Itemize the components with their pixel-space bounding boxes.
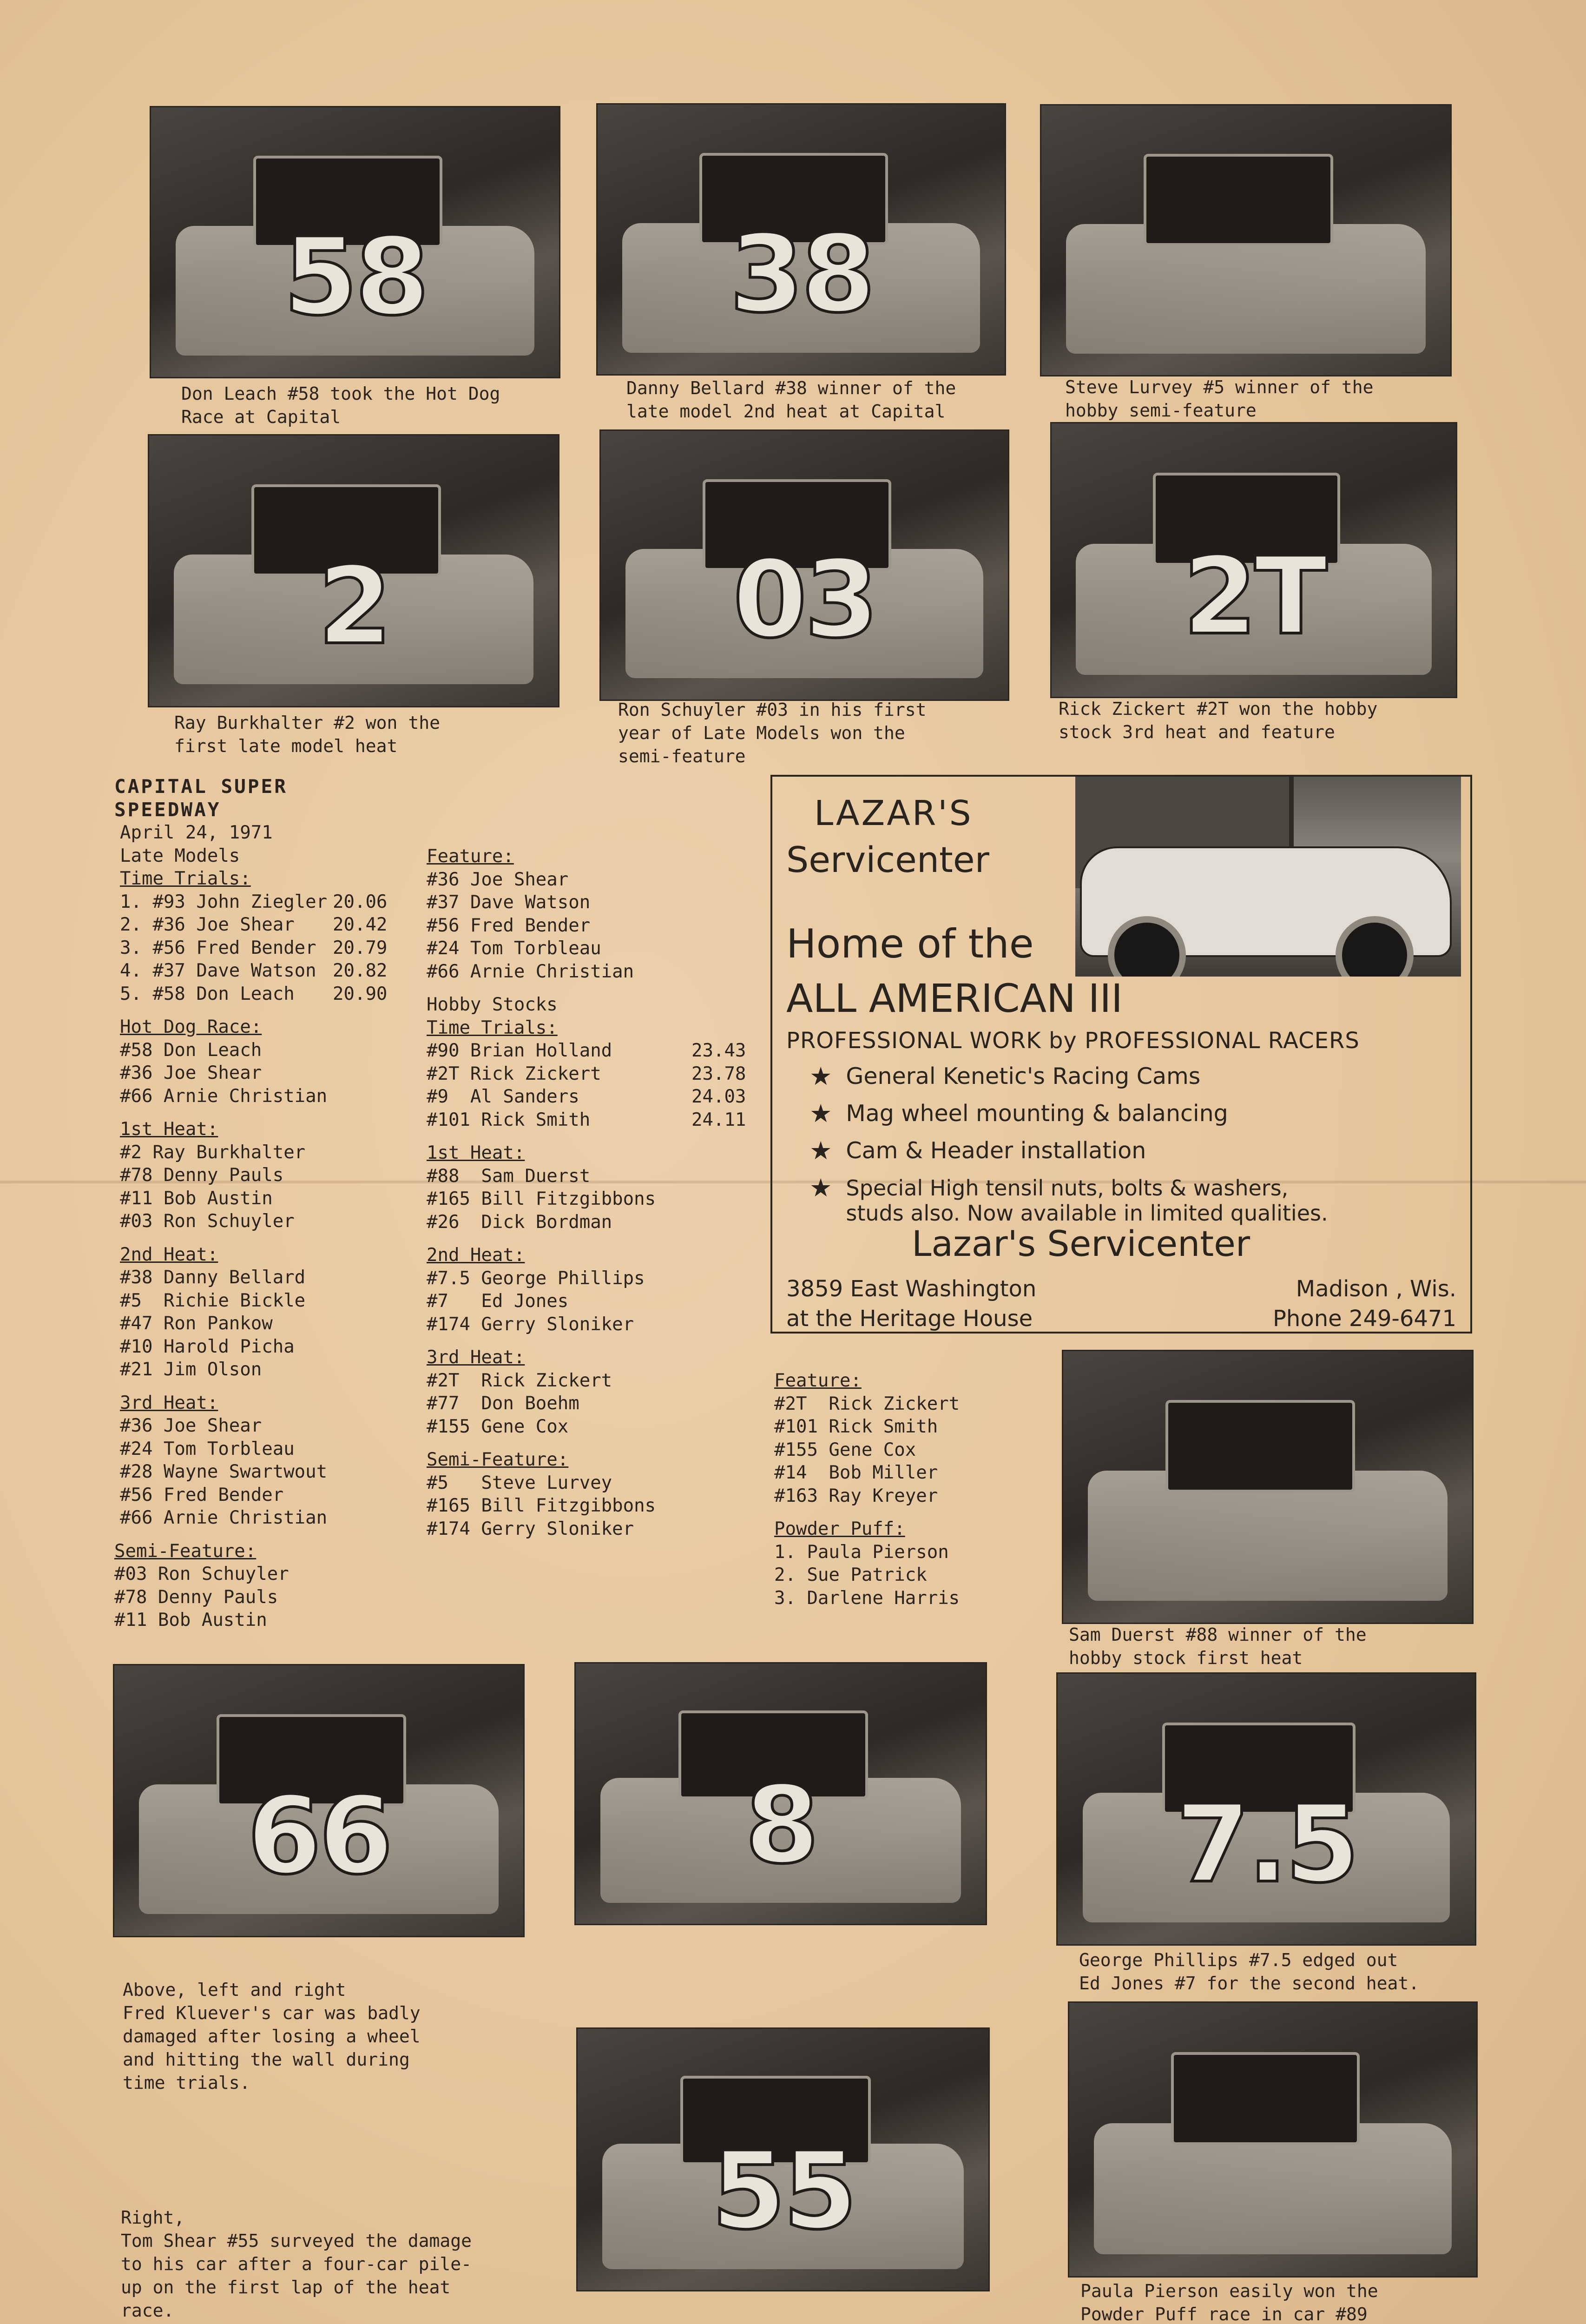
car-number: 8 (744, 1763, 817, 1888)
ad-car-name: ALL AMERICAN III (786, 976, 1123, 1021)
photo-george-phillips (1056, 1672, 1476, 1946)
list-item: #28 Wayne Swartwout (120, 1461, 328, 1482)
ad-address: 3859 East Washington at the Heritage House (786, 1276, 1037, 1332)
car-window (1171, 2052, 1360, 2145)
car-number: 58 (283, 215, 427, 339)
photo-sam-duerst (1062, 1350, 1474, 1624)
results-date: April 24, 1971 (120, 822, 273, 843)
ad-name-line2: Servicenter (786, 839, 989, 880)
car-window (1144, 154, 1333, 246)
car-window (1165, 1400, 1355, 1492)
caption-rick-zickert: Rick Zickert #2T won the hobby stock 3rd heat and feature (1059, 699, 1378, 742)
list-item: #24 Tom Torbleau (427, 938, 601, 959)
car-number: 55 (711, 2129, 855, 2254)
list-item: #66 Arnie Christian (120, 1085, 328, 1107)
heat1-heading: 1st Heat: (120, 1119, 218, 1140)
ad-home: Home of the (786, 921, 1034, 967)
list-item: 3. Darlene Harris (774, 1587, 960, 1609)
photo-steve-lurvey (1040, 104, 1452, 376)
car-number: 2T (1183, 534, 1325, 659)
photo-ford-wreck (574, 1662, 987, 1925)
list-item: #155 Gene Cox (427, 1416, 569, 1437)
ad-service-item: ★ Cam & Header installation (809, 1136, 1146, 1165)
ad-city-phone: Madison , Wis. Phone 249-6471 (1272, 1276, 1456, 1332)
hobby-time-trials-heading: Time Trials: (427, 1017, 558, 1038)
time-trial-row: 4. #37 Dave Watson 20.82 (120, 960, 388, 981)
results-hobby-feature (774, 1369, 1034, 1610)
list-item: #174 Gerry Sloniker (427, 1518, 634, 1539)
time-trial-row: #9 Al Sanders 24.03 (427, 1086, 746, 1107)
list-item: #2 Ray Burkhalter (120, 1142, 306, 1163)
list-item: #03 Ron Schuyler (114, 1564, 289, 1585)
time-trial-row: #2T Rick Zickert 23.78 (427, 1063, 746, 1084)
star-icon: ★ (809, 1173, 832, 1202)
time-trial-row: #90 Brian Holland 23.43 (427, 1040, 746, 1061)
car-number: 03 (732, 538, 876, 662)
hobby-heat1-heading: 1st Heat: (427, 1142, 525, 1163)
ad-name-footer: Lazar's Servicenter (912, 1223, 1250, 1264)
hobby-heat2-heading: 2nd Heat: (427, 1245, 525, 1266)
hobby-semi-heading: Semi-Feature: (427, 1449, 569, 1470)
car-number: 7.5 (1176, 1782, 1357, 1907)
car-number: 66 (247, 1774, 391, 1898)
hobby-class: Hobby Stocks (427, 994, 558, 1015)
semi-heading: Semi-Feature: (114, 1540, 257, 1562)
photo-rick-zickert (1050, 422, 1457, 698)
caption-george-phillips: George Phillips #7.5 edged out Ed Jones #7 for the second heat. (1079, 1950, 1420, 1994)
car-number: 2 (317, 544, 390, 668)
caption-steve-lurvey: Steve Lurvey #5 winner of the hobby semi-feature (1065, 377, 1374, 421)
time-trials-heading: Time Trials: (120, 868, 251, 889)
list-item: #11 Bob Austin (120, 1188, 273, 1209)
heat2-heading: 2nd Heat: (120, 1244, 218, 1265)
hot-dog-heading: Hot Dog Race: (120, 1017, 262, 1037)
ad-car-photo (1075, 777, 1461, 977)
list-item: #58 Don Leach (120, 1039, 262, 1061)
list-item: #11 Bob Austin (114, 1610, 267, 1631)
star-icon: ★ (809, 1099, 832, 1128)
powder-puff-heading: Powder Puff: (774, 1519, 905, 1539)
list-item: #03 Ron Schuyler (120, 1211, 295, 1232)
photo-ron-schuyler (599, 429, 1009, 701)
list-item: #174 Gerry Sloniker (427, 1314, 634, 1335)
time-trial-row: 2. #36 Joe Shear 20.42 (120, 914, 388, 935)
list-item: #38 Danny Bellard (120, 1267, 306, 1288)
ad-service-item: ★ Mag wheel mounting & balancing (809, 1099, 1228, 1128)
time-trial-row: 1. #93 John Ziegler 20.06 (120, 891, 388, 912)
caption-sam-duerst: Sam Duerst #88 winner of the hobby stock first heat (1069, 1624, 1367, 1668)
results-class: Late Models (120, 845, 240, 866)
list-item: #26 Dick Bordman (427, 1211, 612, 1233)
time-trial-row: 5. #58 Don Leach 20.90 (120, 983, 388, 1004)
results-feature-hobby (427, 845, 761, 1540)
lazars-ad (770, 775, 1472, 1334)
text-above: Above, left and right Fred Kluever's car was badly damaged after losing a wheel and hitting the wall during time trials. (123, 1980, 421, 2093)
list-item: #56 Fred Bender (427, 915, 591, 936)
list-item: #101 Rick Smith (774, 1416, 938, 1437)
list-item: #10 Harold Picha (120, 1336, 295, 1357)
list-item: 1. Paula Pierson (774, 1541, 949, 1563)
photo-kluever-wreck (113, 1664, 525, 1937)
ad-service-item: ★ Special High tensil nuts, bolts & washers, studs also. Now available in limited qualities. (809, 1173, 1328, 1226)
list-item: #165 Bill Fitzgibbons (427, 1495, 656, 1516)
list-item: #47 Ron Pankow (120, 1313, 273, 1334)
caption-danny-bellard: Danny Bellard #38 winner of the late model 2nd heat at Capital (626, 378, 956, 422)
list-item: #24 Tom Torbleau (120, 1438, 295, 1459)
car-number: 38 (729, 212, 873, 337)
list-item: #5 Richie Bickle (120, 1290, 306, 1311)
list-item: #163 Ray Kreyer (774, 1485, 938, 1506)
list-item: #78 Denny Pauls (114, 1586, 278, 1608)
list-item: #88 Sam Duerst (427, 1165, 591, 1187)
list-item: #21 Jim Olson (120, 1359, 262, 1380)
results-late-models (114, 775, 402, 1632)
ad-service-item: ★ General Kenetic's Racing Cams (809, 1062, 1201, 1091)
feature-heading: Feature: (427, 846, 514, 867)
list-item: #155 Gene Cox (774, 1439, 916, 1460)
caption-don-leach: Don Leach #58 took the Hot Dog Race at Capital (181, 383, 500, 427)
list-item: #7.5 George Phillips (427, 1268, 645, 1289)
list-item: #66 Arnie Christian (120, 1507, 328, 1528)
list-item: #78 Denny Pauls (120, 1165, 284, 1186)
list-item: #7 Ed Jones (427, 1291, 569, 1312)
hobby-feature-heading: Feature: (774, 1370, 862, 1391)
photo-tom-shear-55 (576, 2027, 990, 2291)
text-right: Right, Tom Shear #55 surveyed the damage to his car after a four-car pile- up on the first lap of the heat race. (121, 2207, 472, 2321)
hobby-heat3-heading: 3rd Heat: (427, 1347, 525, 1368)
photo-don-leach (150, 106, 560, 378)
heat3-heading: 3rd Heat: (120, 1392, 218, 1413)
list-item: #2T Rick Zickert (774, 1393, 960, 1414)
list-item: #37 Dave Watson (427, 892, 591, 913)
photo-ray-burkhalter (148, 434, 559, 707)
list-item: 2. Sue Patrick (774, 1565, 927, 1585)
time-trial-row: 3. #56 Fred Bender 20.79 (120, 937, 388, 958)
caption-ray-burkhalter: Ray Burkhalter #2 won the first late model heat (174, 713, 440, 756)
ad-name-line1: LAZAR'S (814, 793, 973, 833)
time-trial-row: #101 Rick Smith 24.11 (427, 1109, 746, 1130)
list-item: #14 Bob Miller (774, 1462, 938, 1483)
list-item: #165 Bill Fitzgibbons (427, 1188, 656, 1209)
star-icon: ★ (809, 1062, 832, 1091)
star-icon: ★ (809, 1136, 832, 1165)
list-item: #66 Arnie Christian (427, 961, 634, 982)
list-item: #77 Don Boehm (427, 1393, 579, 1414)
list-item: #2T Rick Zickert (427, 1370, 612, 1391)
photo-paula-pierson (1068, 2001, 1478, 2278)
list-item: #36 Joe Shear (120, 1415, 262, 1436)
ad-tagline: PROFESSIONAL WORK by PROFESSIONAL RACERS (786, 1028, 1360, 1054)
list-item: #36 Joe Shear (427, 869, 569, 890)
caption-ron-schuyler: Ron Schuyler #03 in his first year of Late Models won the semi-feature (618, 700, 927, 766)
list-item: #56 Fred Bender (120, 1484, 284, 1505)
list-item: #36 Joe Shear (120, 1063, 262, 1083)
caption-paula-pierson: Paula Pierson easily won the Powder Puff race in car #89 (1080, 2281, 1378, 2324)
list-item: #5 Steve Lurvey (427, 1472, 612, 1493)
photo-danny-bellard (596, 103, 1006, 376)
results-title: CAPITAL SUPER SPEEDWAY (114, 775, 288, 821)
